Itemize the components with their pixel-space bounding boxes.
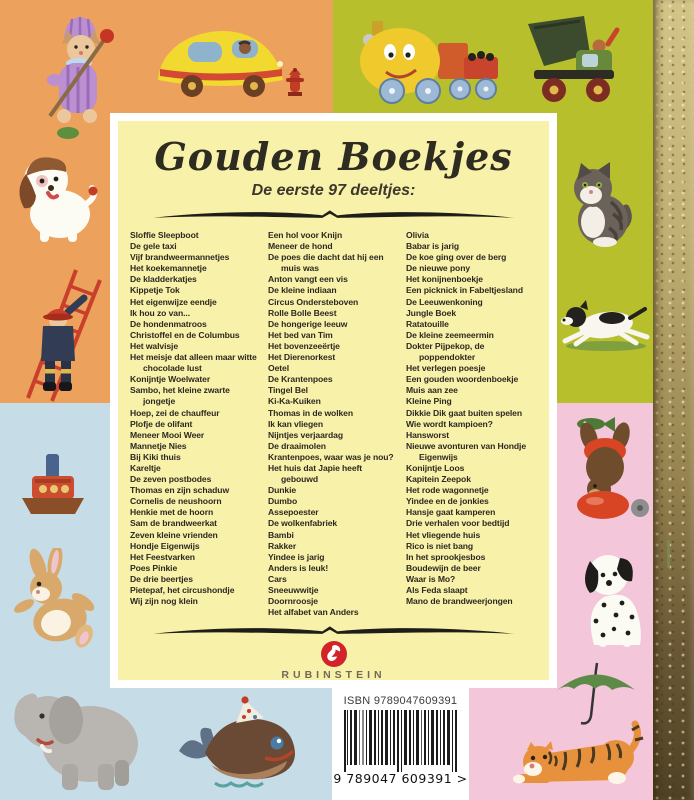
yellow-taxi-icon (150, 18, 290, 103)
book-title: Een picknick in Fabeltjesland (406, 285, 523, 296)
book-title: Rico is niet bang (406, 540, 474, 551)
kitten-illustration (565, 158, 635, 248)
title-column-3 (406, 230, 537, 618)
book-title: De draaimolen (268, 440, 326, 451)
book-title: Ki-Ka-Kuiken (268, 396, 321, 407)
fire-hydrant-icon (284, 66, 306, 98)
book-title: Tingel Bel (268, 385, 308, 396)
book-title: Dumbo (268, 496, 298, 507)
book-title: De hondenmatroos (130, 318, 207, 329)
book-title: Sloffie Sleepboot (130, 230, 199, 240)
book-title: Ratatouille (406, 318, 449, 329)
tugboat-illustration (18, 450, 88, 520)
party-whale-icon (175, 695, 305, 795)
book-title: Wie wordt kampioen? (406, 418, 493, 429)
barcode-block (332, 687, 469, 786)
book-title: De kleine zeemeermin (406, 329, 494, 340)
series-title: Gouden Boekjes (154, 134, 513, 179)
dalmatian-icon (570, 545, 655, 650)
book-title: Bij Kiki thuis (130, 451, 181, 462)
book-title: Nijntjes verjaardag (268, 429, 343, 440)
book-title: Het alfabet van Anders (268, 607, 359, 618)
gold-spine (653, 0, 694, 800)
book-title: Christoffel en de Columbus (130, 329, 240, 340)
book-title: De wolkenfabriek (268, 518, 338, 529)
circus-bear-illustration (555, 415, 655, 520)
book-title: Het konijnenboekje (406, 274, 483, 285)
book-title: Konijntje Woelwater (130, 374, 211, 385)
cat-painter-icon (28, 12, 123, 147)
book-title: Anders is leuk! (268, 562, 329, 573)
book-title: Muis aan zee (406, 385, 458, 396)
train-illustration (352, 15, 502, 105)
book-title: Olivia (406, 230, 429, 240)
puppy-illustration (12, 146, 102, 246)
book-title: Cars (268, 573, 287, 584)
barcode (344, 710, 458, 772)
running-dog-illustration (558, 292, 653, 352)
book-title: Het Dierenorkest (268, 352, 336, 363)
fire-hydrant-illustration (284, 66, 306, 98)
book-title: Pietepaf, het circushondje (130, 585, 235, 595)
book-title: De Krantenpoes (268, 374, 333, 385)
book-title: Anton vangt een vis (268, 274, 348, 285)
book-title: Thomas en zijn schaduw (130, 485, 230, 496)
book-title: Kippetje Tok (130, 285, 180, 296)
book-title: Het rode wagonnetje (406, 485, 489, 496)
book-title: Thomas in de wolken (268, 407, 354, 418)
running-dog-icon (558, 292, 653, 352)
book-title: Het huis dat Japie heeft gebouwd (268, 462, 363, 485)
book-title: Hansje gaat kamperen (406, 507, 496, 518)
book-title: Kleine Ping (406, 396, 452, 407)
book-title: Het verlegen poesje (406, 363, 486, 374)
book-title: Ik kan vliegen (268, 418, 323, 429)
isbn-label: ISBN 9789047609391 (343, 695, 458, 707)
book-title: Poes Pinkie (130, 562, 178, 573)
book-title: Kareltje (130, 462, 161, 473)
book-title: Het vliegende huis (406, 529, 481, 540)
book-title: Konijntje Loos (406, 462, 465, 473)
title-list (118, 222, 549, 618)
book-title: Oetel (268, 363, 289, 374)
book-title: De poes die dacht dat hij een muis was (268, 252, 384, 274)
book-title: Bambi (268, 529, 294, 540)
book-title: Het bovenzeeërtje (268, 340, 340, 351)
circus-bear-icon (555, 415, 655, 520)
book-title: De drie beertjes (130, 573, 193, 584)
tugboat-icon (18, 450, 88, 520)
book-title: Hansworst (406, 429, 450, 440)
book-title: Waar is Mo? (406, 573, 456, 584)
book-title: Babar is jarig (406, 241, 460, 252)
book-title: Doornroosje (268, 596, 318, 607)
flourish-divider-bottom (136, 623, 532, 638)
book-title: Plofje de olifant (130, 418, 193, 429)
title-list-panel (110, 113, 557, 688)
fireman-on-ladder-icon (12, 268, 112, 403)
book-title: Sneeuwwitje (268, 585, 319, 595)
book-title: Drie verhalen voor bedtijd (406, 518, 510, 529)
book-title: De gele taxi (130, 241, 177, 252)
book-title: In het sprookjesbos (406, 551, 486, 562)
book-title: Het Feestvarken (130, 551, 195, 562)
book-title: De hongerige leeuw (268, 318, 348, 329)
book-title: Het koekemannetje (130, 263, 207, 274)
book-title: Dokter Pijpekop, de poppendokter (406, 340, 485, 363)
book-title: Yindee is jarig (268, 551, 325, 562)
flourish-divider-top (136, 207, 532, 222)
book-title: Hondje Eigenwijs (130, 540, 200, 551)
elephant-icon (12, 672, 142, 792)
publisher-block (118, 641, 549, 681)
tootle-train-icon (352, 15, 502, 105)
dalmatian-illustration (570, 545, 655, 650)
book-title: De kladderkatjes (130, 274, 197, 285)
book-title: Ik hou zo van... (130, 307, 190, 318)
title-column-1 (130, 230, 261, 618)
spine-mark (667, 540, 670, 568)
book-title: Krantenpoes, waar was je nou? (268, 451, 394, 462)
green-truck-illustration (520, 14, 625, 114)
book-title: De Leeuwenkoning (406, 296, 483, 307)
puppy-icon (12, 146, 102, 246)
book-title: Het meisje dat alleen maar witte chocolade lust (130, 352, 257, 374)
book-title: Sam de brandweerkat (130, 518, 217, 529)
book-title: Als Feda slaapt (406, 585, 468, 595)
book-title: Circus Ondersteboven (268, 296, 359, 307)
book-title: Assepoester (268, 507, 319, 518)
book-title: Het bed van Tim (268, 329, 333, 340)
book-title: Het eigenwijze eendje (130, 296, 217, 307)
book-title: Dikkie Dik gaat buiten spelen (406, 407, 523, 418)
rubinstein-logo-icon (321, 641, 347, 667)
whale-illustration (175, 695, 305, 795)
fireman-illustration (12, 268, 112, 403)
book-title: Mannetje Nies (130, 440, 187, 451)
yellow-taxi-illustration (150, 18, 290, 103)
book-title: Jungle Boek (406, 307, 456, 318)
kitten-icon (565, 158, 635, 248)
book-title: Dunkie (268, 485, 297, 496)
book-title: Boudewijn de beer (406, 562, 481, 573)
book-title: Rolle Bolle Beest (268, 307, 337, 318)
elephant-illustration (12, 672, 142, 792)
book-title: Een gouden woordenboekje (406, 374, 519, 385)
book-title: De kleine indiaan (268, 285, 337, 296)
rabbit-illustration (8, 548, 103, 653)
book-title: Yindee en de jonkies (406, 496, 489, 507)
green-truck-icon (520, 14, 625, 114)
publisher-name: RUBINSTEIN (281, 669, 386, 682)
book-title: Het walvisje (130, 340, 179, 351)
book-title: Wij zijn nog klein (130, 596, 198, 607)
book-title: Mano de brandweerjongen (406, 596, 513, 607)
title-column-2 (268, 230, 399, 618)
book-title: Kapitein Zeepok (406, 474, 471, 485)
jumping-rabbit-icon (8, 548, 103, 653)
series-subtitle: De eerste 97 deeltjes: (251, 182, 416, 199)
cat-painter-illustration (28, 12, 123, 147)
book-title: Sambo, het kleine zwarte jongetje (130, 385, 230, 407)
book-title: De nieuwe pony (406, 263, 471, 274)
book-title: De koe ging over de berg (406, 252, 507, 263)
book-title: De zeven postbodes (130, 474, 212, 485)
book-title: Cornelis de neushoorn (130, 496, 222, 507)
book-title: Zeven kleine vrienden (130, 529, 218, 540)
book-title: Rakker (268, 540, 297, 551)
book-title: Henkie met de hoorn (130, 507, 214, 518)
book-title: Een hol voor Knijn (268, 230, 343, 240)
book-title: Vijf brandweermannetjes (130, 252, 230, 263)
book-title: Nieuwe avonturen van Hondje Eigenwijs (406, 440, 527, 462)
book-title: Meneer de hond (268, 241, 333, 252)
book-title: Meneer Mooi Weer (130, 429, 205, 440)
barcode-digits: 9 789047 609391 > (333, 771, 468, 786)
book-title: Hoep, zei de chauffeur (130, 407, 220, 418)
